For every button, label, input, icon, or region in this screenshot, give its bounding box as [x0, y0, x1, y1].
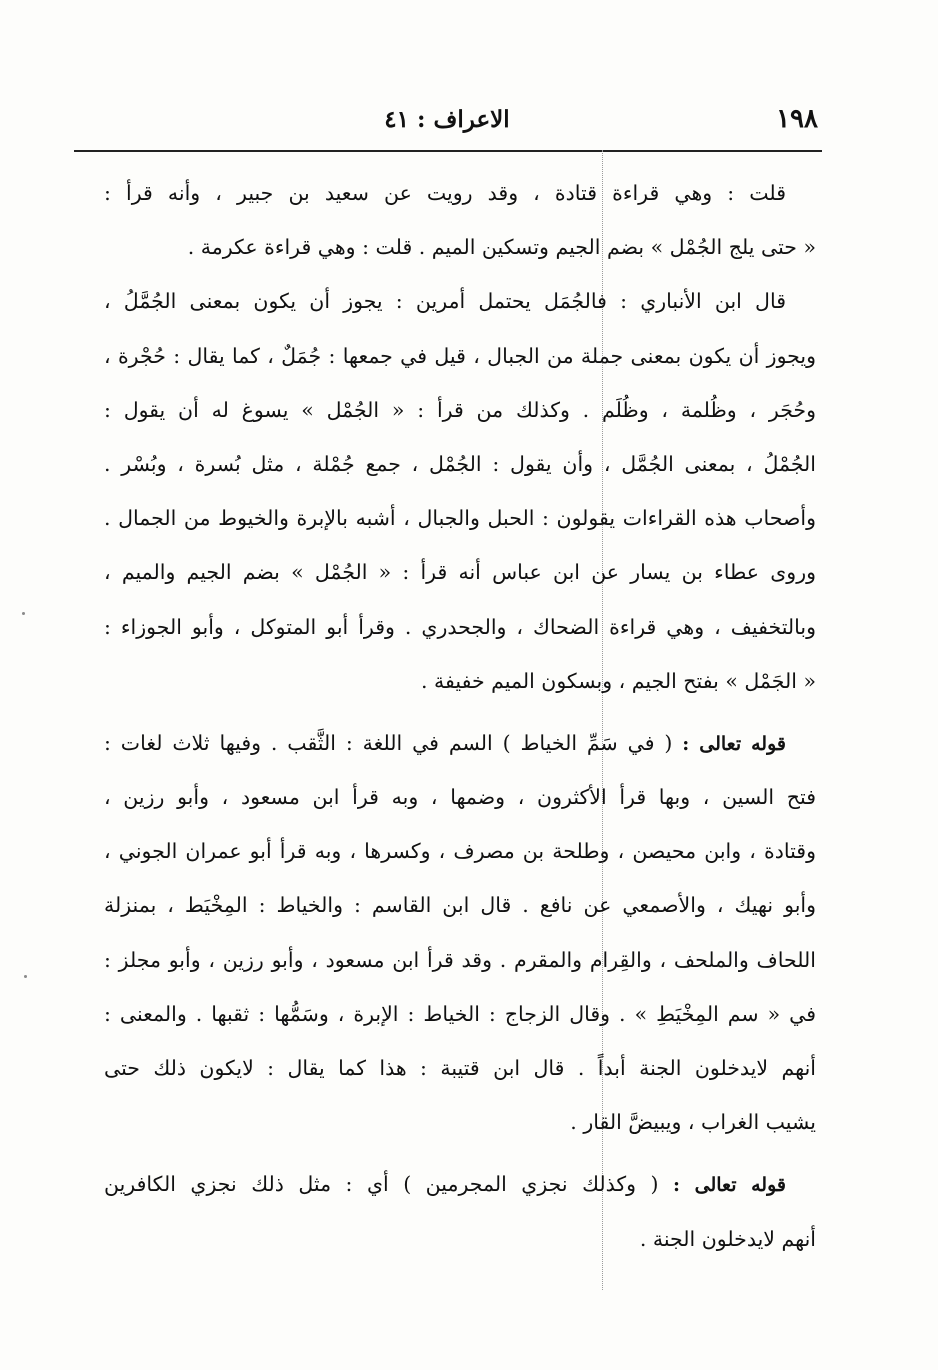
text-line: اللحاف والملحف ، والقِرام والمقرم . وقد قرأ ابن مسعود ، وأبو رزين ، وأبو مجلز :	[104, 947, 816, 972]
page-header	[72, 104, 822, 144]
paragraph-gap	[104, 1149, 816, 1157]
text-line: يشيب الغراب ، ويبيضَّ القار .	[570, 1110, 816, 1135]
paragraph	[104, 1157, 816, 1265]
text-line: وبالتخفيف ، وهي قراءة الضحاك ، والجحدري . وقرأ أبو المتوكل ، وأبو الجوزاء :	[104, 614, 816, 639]
verse-text: ( في سَمِّ الخياط ) السم في اللغة : الثَّقب . وفيها ثلاث لغات :	[104, 730, 673, 755]
text-line: وأصحاب هذه القراءات يقولون : الحبل والجبال ، أشبه بالإبرة والخيوط من الجمال .	[104, 506, 816, 531]
page-number: ١٩٨	[776, 104, 818, 134]
text-line: أنهم لايدخلون الجنة .	[639, 1226, 816, 1251]
margin-speck	[22, 612, 25, 615]
paragraph	[104, 166, 816, 274]
text-line: وقتادة ، وابن محيصن ، وطلحة بن مصرف ، وكسرها ، وبه قرأ أبو عمران الجوني ،	[104, 839, 816, 864]
text-line: وروى عطاء بن يسار عن ابن عباس أنه قرأ : « الجُمْل » بضم الجيم والميم ،	[104, 560, 816, 585]
verse-lead: قوله تعالى :	[682, 732, 786, 755]
paragraph	[104, 274, 816, 708]
text-line: الجُمْلُ ، بمعنى الجُمَّل ، وأن يقول : الجُمْل ، جمع جُمْلة ، مثل بُسرة ، وبُسْر .	[104, 451, 816, 476]
text-line: « حتى يلج الجُمْل » بضم الجيم وتسكين الميم . قلت : وهي قراءة عكرمة .	[187, 235, 816, 260]
text-line: قال ابن الأنباري : فالجُمَل يحتمل أمرين : يجوز أن يكون بمعنى الجُمَّلُ ،	[104, 289, 786, 314]
page-body	[104, 166, 816, 1266]
text-line: أنهم لايدخلون الجنة أبداً . قال ابن قتيبة : هذا كما يقال : لايكون ذلك حتى	[104, 1056, 816, 1080]
verse-text: ( وكذلك نجزي المجرمين ) أي : مثل ذلك نجزي الكافرين	[104, 1172, 659, 1197]
text-line	[104, 1157, 816, 1211]
text-line: قلت : وهي قراءة قتادة ، وقد رويت عن سعيد بن جبير ، وأنه قرأ :	[104, 181, 786, 205]
running-head: الاعراف : ٤١	[384, 106, 510, 133]
text-line: وحُجَر ، وظُلمة ، وظُلَم . وكذلك من قرأ : « الجُمْل » يسوغ له أن يقول :	[104, 397, 816, 422]
paragraph-gap	[104, 708, 816, 716]
text-line: ويجوز أن يكون بمعنى جملة من الجبال ، قيل في جمعها : جُمَلٌ ، كما يقال : حُجْرة ،	[104, 343, 816, 368]
text-line: في « سم المِخْيَطِ » . وقال الزجاج : الخياط : الإبرة ، وسَمُّها : ثقبها . والمعنى :	[104, 1001, 816, 1026]
margin-speck	[24, 975, 27, 978]
text-line: وأبو نهيك ، والأصمعي عن نافع . قال ابن القاسم : والخياط : المِخْيَط ، بمنزلة	[104, 893, 816, 918]
text-line: فتح السين ، وبها قرأ الأكثرون ، وضمها ، وبه قرأ ابن مسعود ، وأبو رزين ،	[104, 785, 816, 810]
text-line	[104, 716, 816, 770]
paragraph	[104, 716, 816, 1150]
header-rule	[74, 150, 822, 152]
text-line: « الجَمْل » بفتح الجيم ، وبسكون الميم خفيفة .	[421, 668, 816, 693]
verse-lead: قوله تعالى :	[673, 1174, 786, 1197]
